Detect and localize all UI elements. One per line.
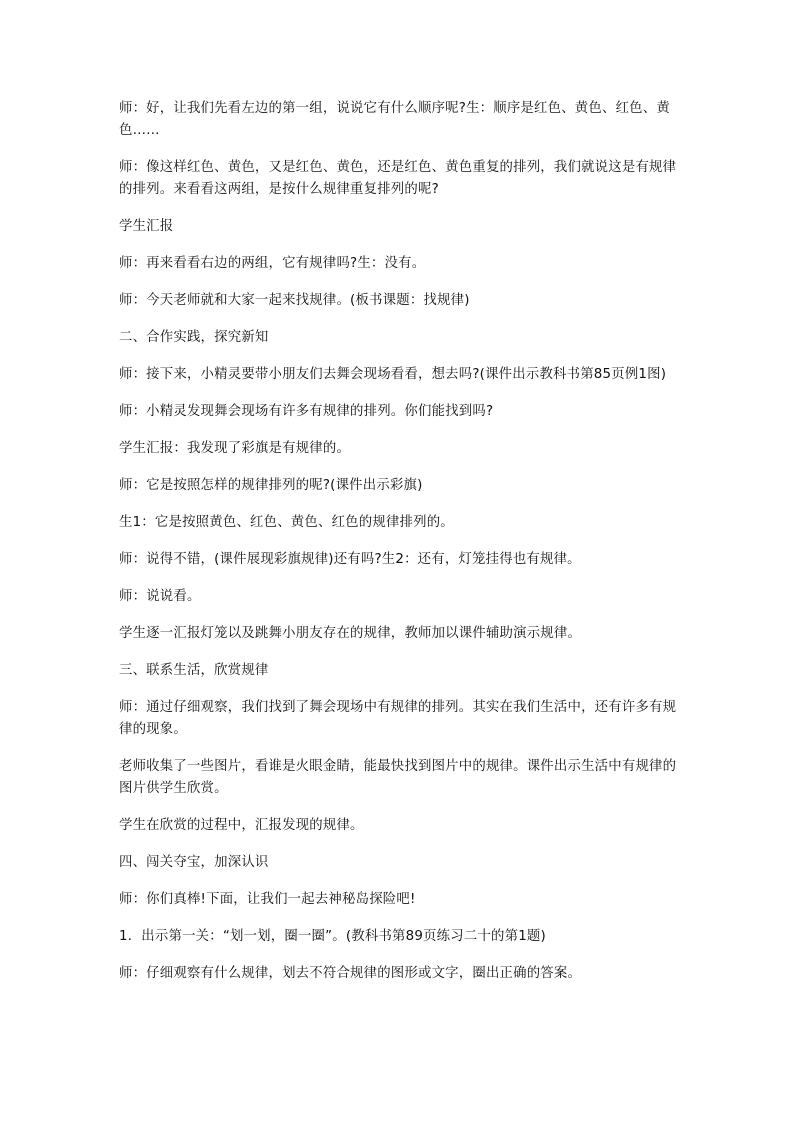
paragraph: 师：再来看看右边的两组，它有规律吗?生：没有。 <box>119 256 426 271</box>
paragraph: 学生在欣赏的过程中，汇报发现的规律。 <box>119 818 364 833</box>
paragraph: 1．出示第一关：“划一划，圈一圈”。(教科书第89页练习二十的第1题) <box>119 929 546 944</box>
paragraph: 师：它是按照怎样的规律排列的呢?(课件出示彩旗) <box>119 478 423 493</box>
paragraph: 师：今天老师就和大家一起来找规律。(板书课题：找规律) <box>119 293 470 308</box>
paragraph: 学生逐一汇报灯笼以及跳舞小朋友存在的规律，教师加以课件辅助演示规律。 <box>119 626 582 641</box>
paragraph: 学生汇报：我发现了彩旗是有规律的。 <box>119 441 351 456</box>
paragraph: 师：好，让我们先看左边的第一组，说说它有什么顺序呢?生：顺序是红色、黄色、红色、黄色…… <box>119 101 670 138</box>
paragraph: 生1：它是按照黄色、红色、黄色、红色的规律排列的。 <box>119 515 454 530</box>
paragraph: 师：小精灵发现舞会现场有许多有规律的排列。你们能找到吗? <box>119 404 494 419</box>
document-body <box>119 98 679 1000</box>
paragraph: 师：仔细观察有什么规律，划去不符合规律的图形或文字，圈出正确的答案。 <box>119 966 582 981</box>
paragraph: 师：接下来，小精灵要带小朋友们去舞会现场看看，想去吗?(课件出示教科书第85页例1图) <box>119 367 667 382</box>
paragraph: 学生汇报 <box>119 219 174 234</box>
paragraph: 老师收集了一些图片，看谁是火眼金睛，能最快找到图片中的规律。课件出示生活中有规律的图片供学生欣赏。 <box>119 759 677 796</box>
section-heading: 四、闯关夺宝，加深认识 <box>119 855 269 870</box>
paragraph: 师：说说看。 <box>119 589 201 604</box>
section-heading: 三、联系生活，欣赏规律 <box>119 663 269 678</box>
paragraph: 师：说得不错，(课件展现彩旗规律)还有吗?生2：还有，灯笼挂得也有规律。 <box>119 552 581 567</box>
paragraph: 师：你们真棒!下面，让我们一起去神秘岛探险吧! <box>119 892 416 907</box>
paragraph: 师：通过仔细观察，我们找到了舞会现场中有规律的排列。其实在我们生活中，还有许多有规律的现象。 <box>119 700 677 737</box>
paragraph: 师：像这样红色、黄色，又是红色、黄色，还是红色、黄色重复的排列，我们就说这是有规律的排列。来看看这两组，是按什么规律重复排列的呢? <box>119 160 677 197</box>
section-heading: 二、合作实践，探究新知 <box>119 330 269 345</box>
